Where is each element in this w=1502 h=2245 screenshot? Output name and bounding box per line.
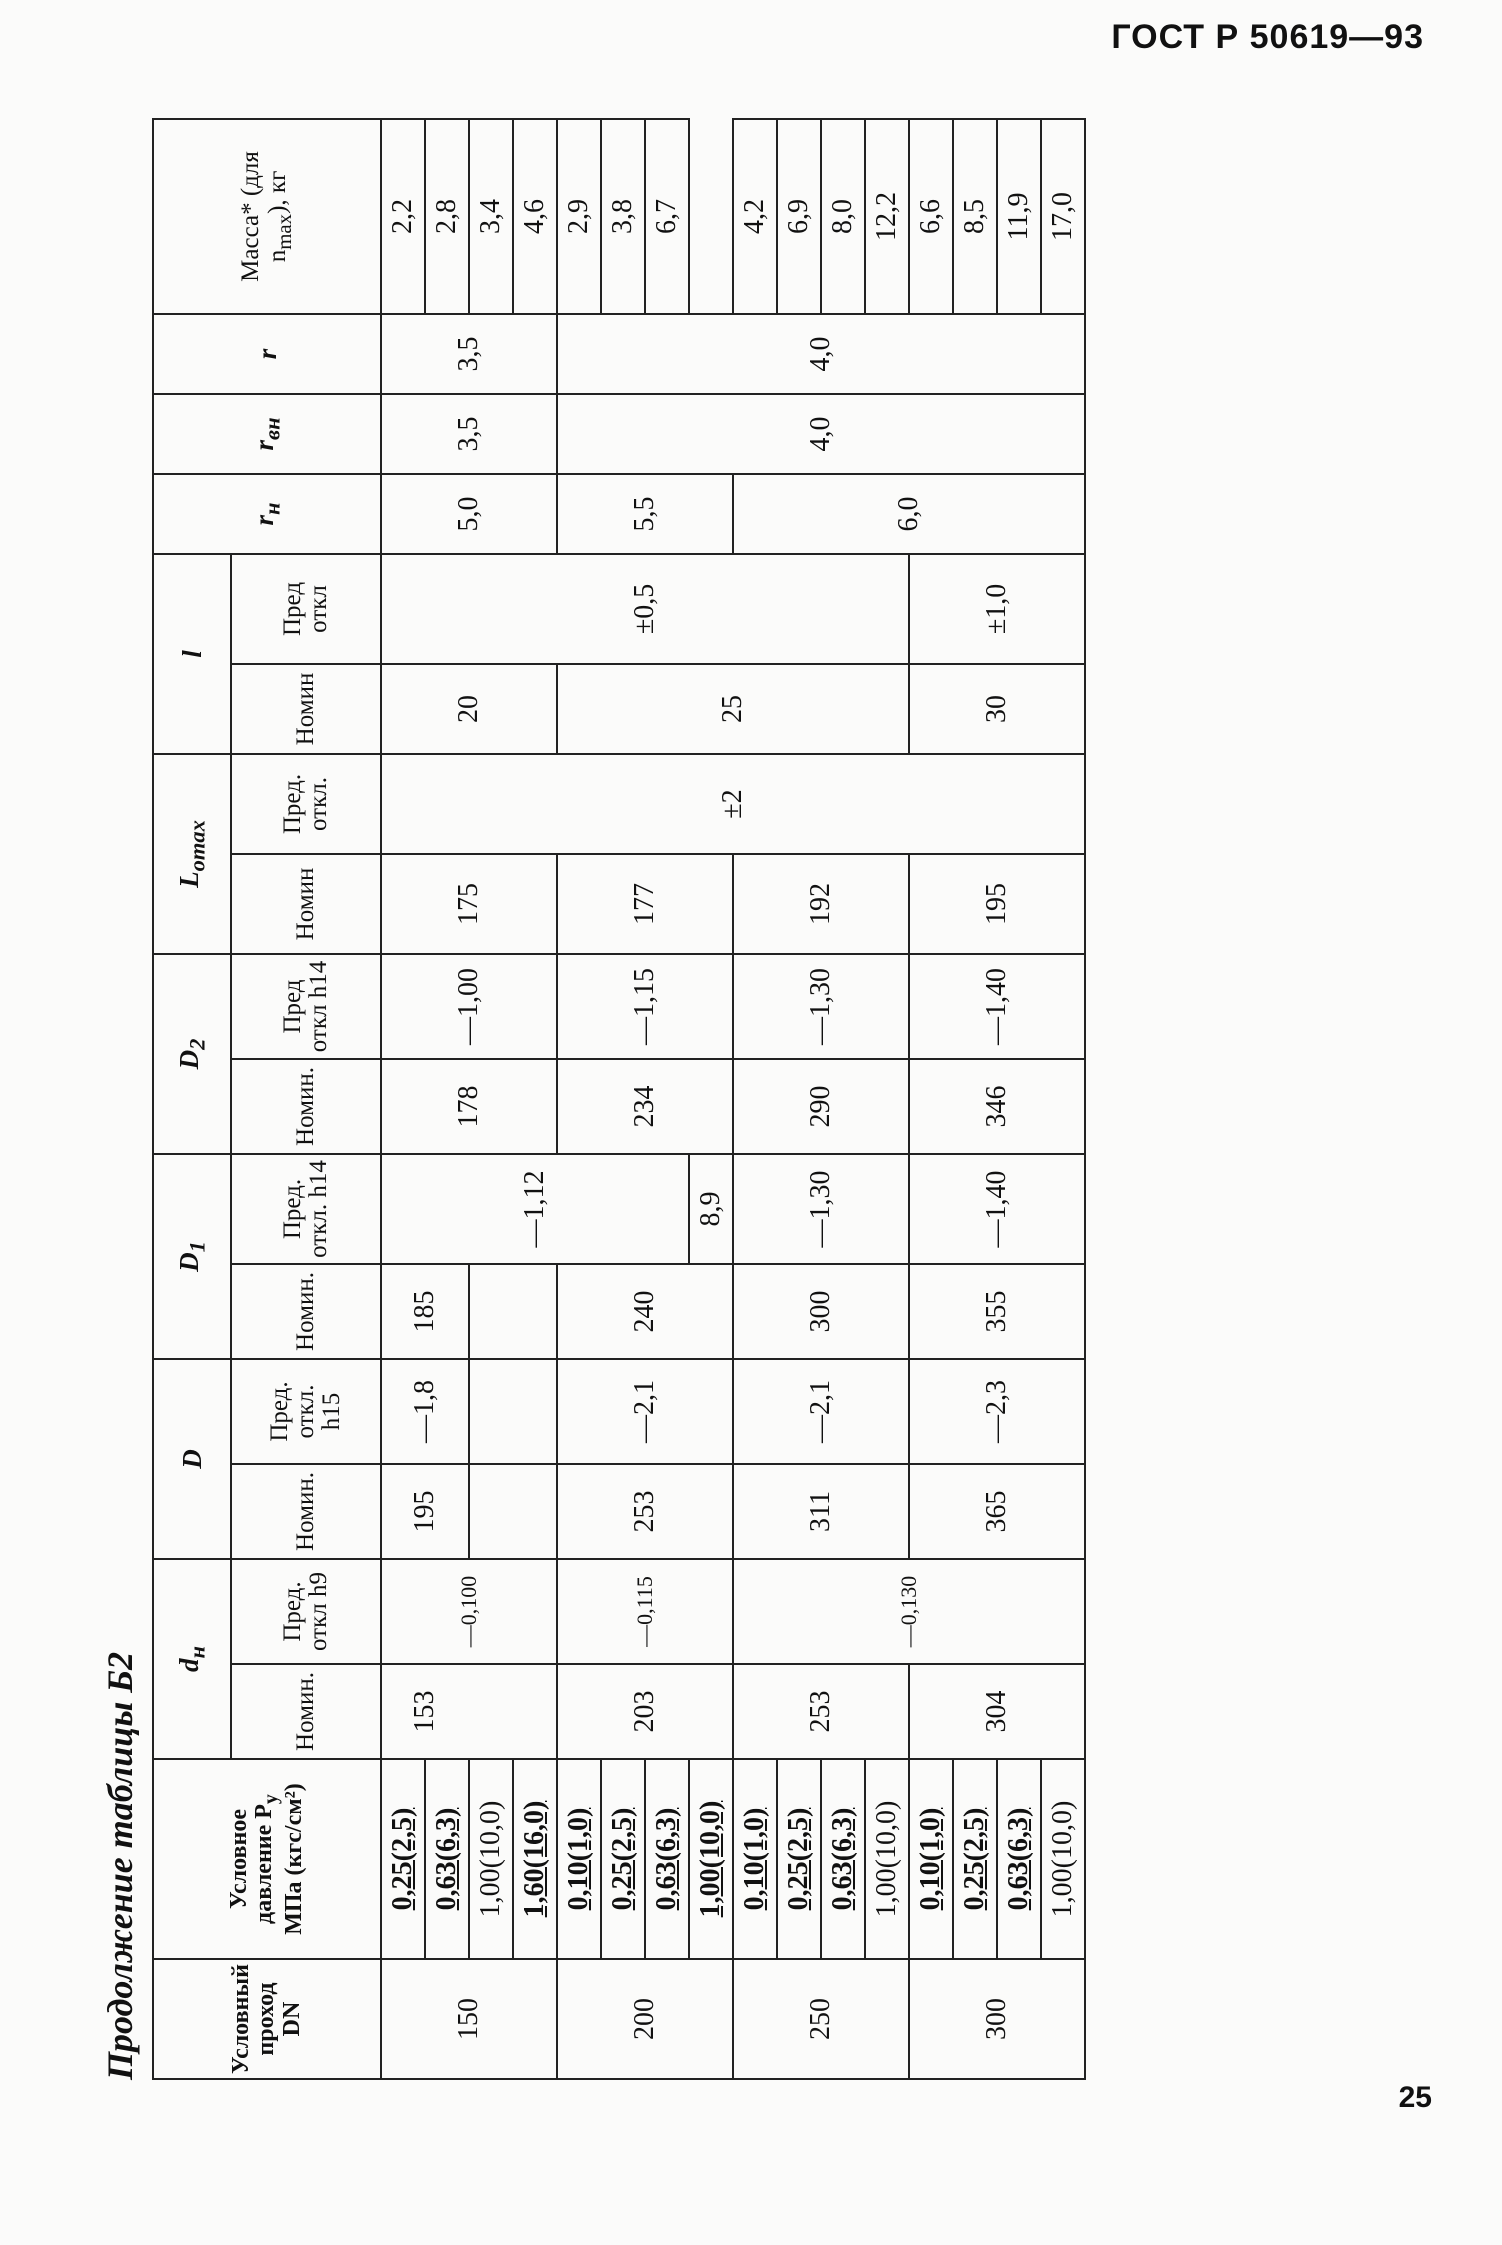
cell-pressure: 1,00(10,0) — [689, 1759, 733, 1959]
cell-pressure: 0,10(1,0) — [733, 1759, 777, 1959]
cell-D2-nom: 178 — [381, 1059, 557, 1154]
cell-pressure: 1,00(10,0) — [469, 1759, 513, 1959]
document-id: ГОСТ Р 50619—93 — [1111, 18, 1424, 56]
header-D1-nom: Номин. — [231, 1264, 381, 1359]
cell-Lo-nom: 175 — [381, 854, 557, 954]
cell-D-nom: 311 — [733, 1464, 909, 1559]
header-D-dev: Пред. откл. h15 — [231, 1359, 381, 1464]
cell-D1-nom: 355 — [909, 1264, 1085, 1359]
cell-dh-nom-empty — [469, 1664, 557, 1759]
cell-dn: 150 — [381, 1959, 557, 2079]
cell-rn: 6,0 — [733, 474, 1085, 554]
header-rvn: $r_{вн}$ — [153, 394, 381, 474]
cell-dh-nom: 253 — [733, 1664, 909, 1759]
cell-D2-dev: —1,40 — [909, 954, 1085, 1059]
cell-pressure: 1,00(10,0) — [1041, 1759, 1085, 1959]
cell-Lo-nom: 195 — [909, 854, 1085, 954]
cell-pressure: 0,63(6,3) — [821, 1759, 865, 1959]
cell-l-dev: ±1,0 — [909, 554, 1085, 664]
header-D2-dev: Пред откл h14 — [231, 954, 381, 1059]
cell-rvn: 3,5 — [381, 394, 557, 474]
cell-mass: 6,9 — [777, 119, 821, 314]
cell-rvn: 4,0 — [557, 394, 1085, 474]
header-D-nom: Номин. — [231, 1464, 381, 1559]
header-l-nom: Номин — [231, 664, 381, 754]
rotated-table-area — [90, 120, 1435, 2080]
cell-r: 4,0 — [557, 314, 1085, 394]
cell-D-nom: 195 — [381, 1464, 469, 1559]
cell-mass: 8,0 — [821, 119, 865, 314]
cell-mass: 4,6 — [513, 119, 557, 314]
cell-mass: 4,2 — [733, 119, 777, 314]
cell-D1-nom: 185 — [381, 1264, 469, 1359]
header-l: l — [153, 554, 231, 754]
cell-pressure: 1,60(16,0) — [513, 1759, 557, 1959]
cell-D-dev: —2,1 — [733, 1359, 909, 1464]
cell-D1-nom-empty — [469, 1264, 557, 1359]
cell-mass: 17,0 — [1041, 119, 1085, 314]
cell-mass: 3,8 — [601, 119, 645, 314]
cell-rn: 5,5 — [557, 474, 733, 554]
cell-dh-nom: 153 — [381, 1664, 469, 1759]
cell-D-nom: 365 — [909, 1464, 1085, 1559]
header-Lo-nom: Номин — [231, 854, 381, 954]
cell-pressure: 0,10(1,0) — [909, 1759, 953, 1959]
header-dh: $d_н$ — [153, 1559, 231, 1759]
cell-D2-dev: —1,15 — [557, 954, 733, 1059]
cell-dh-nom: 304 — [909, 1664, 1085, 1759]
header-Lo: $L_{omax}$ — [153, 754, 231, 954]
cell-l-nom: 20 — [381, 664, 557, 754]
cell-l-dev: ±0,5 — [381, 554, 909, 664]
cell-D1-dev: —1,40 — [909, 1154, 1085, 1264]
cell-D2-nom: 346 — [909, 1059, 1085, 1154]
table-caption: Продолжение таблицы Б2 — [100, 1651, 140, 2080]
header-r: r — [153, 314, 381, 394]
header-dh-nom: Номин. — [231, 1664, 381, 1759]
cell-pressure: 0,63(6,3) — [997, 1759, 1041, 1959]
cell-mass: 3,4 — [469, 119, 513, 314]
cell-D2-nom: 234 — [557, 1059, 733, 1154]
cell-pressure: 0,63(6,3) — [425, 1759, 469, 1959]
cell-D1-dev: —1,30 — [733, 1154, 909, 1264]
header-D2: $D_2$ — [153, 954, 231, 1154]
cell-D2-nom: 290 — [733, 1059, 909, 1154]
header-l-dev: Пред откл — [231, 554, 381, 664]
header-Lo-dev: Пред. откл. — [231, 754, 381, 854]
cell-Lo-nom: 192 — [733, 854, 909, 954]
cell-D-nom: 253 — [557, 1464, 733, 1559]
cell-l-nom: 30 — [909, 664, 1085, 754]
cell-dh-nom: 203 — [557, 1664, 733, 1759]
page-number: 25 — [1398, 2081, 1432, 2114]
cell-dh-dev: —0,100 — [381, 1559, 557, 1664]
cell-l-nom: 25 — [557, 664, 909, 754]
cell-dh-dev: —0,115 — [557, 1559, 733, 1664]
cell-dn: 200 — [557, 1959, 733, 2079]
cell-mass: 2,9 — [557, 119, 601, 314]
cell-pressure: 0,25(2,5) — [601, 1759, 645, 1959]
cell-pressure: 1,00(10,0) — [865, 1759, 909, 1959]
table-row — [557, 119, 601, 2079]
cell-D2-dev: —1,00 — [381, 954, 557, 1059]
cell-pressure: 0,25(2,5) — [777, 1759, 821, 1959]
table-row — [381, 119, 425, 2079]
cell-dn: 250 — [733, 1959, 909, 2079]
cell-mass: 6,7 — [645, 119, 689, 314]
header-dn: Условный проход DN — [153, 1959, 381, 2079]
cell-pressure: 0,63(6,3) — [645, 1759, 689, 1959]
cell-D2-dev: —1,30 — [733, 954, 909, 1059]
header-D2-nom: Номин. — [231, 1059, 381, 1154]
cell-dn: 300 — [909, 1959, 1085, 2079]
cell-rn: 5,0 — [381, 474, 557, 554]
cell-mass: 11,9 — [997, 119, 1041, 314]
cell-mass: 2,2 — [381, 119, 425, 314]
cell-mass: 6,6 — [909, 119, 953, 314]
cell-D-dev: —2,1 — [557, 1359, 733, 1464]
cell-pressure: 0,25(2,5) — [953, 1759, 997, 1959]
header-D: D — [153, 1359, 231, 1559]
header-mass: Масса* (для $n_{max}$), кг — [153, 119, 381, 314]
cell-D-nom-empty — [469, 1464, 557, 1559]
cell-D1-nom: 240 — [557, 1264, 733, 1359]
cell-r: 3,5 — [381, 314, 557, 394]
cell-mass: 8,9 — [689, 1154, 733, 1264]
cell-Lo-dev: ±2 — [381, 754, 1085, 854]
cell-D-dev: —1,8 — [381, 1359, 469, 1464]
cell-pressure: 0,10(1,0) — [557, 1759, 601, 1959]
header-dh-dev: Пред. откл h9 — [231, 1559, 381, 1664]
cell-D1-dev: —1,12 — [381, 1154, 689, 1264]
cell-mass: 2,8 — [425, 119, 469, 314]
cell-D-dev-empty — [469, 1359, 557, 1464]
cell-dh-dev: —0,130 — [733, 1559, 1085, 1664]
cell-pressure: 0,25(2,5) — [381, 1759, 425, 1959]
cell-mass: 12,2 — [865, 119, 909, 314]
cell-mass: 8,5 — [953, 119, 997, 314]
header-D1: $D_1$ — [153, 1154, 231, 1359]
dimensions-table — [152, 118, 1086, 2080]
cell-Lo-nom: 177 — [557, 854, 733, 954]
cell-D-dev: —2,3 — [909, 1359, 1085, 1464]
header-pressure: Условное давление $P_у$ МПа (кгс/см²) — [153, 1759, 381, 1959]
cell-D1-nom: 300 — [733, 1264, 909, 1359]
header-D1-dev: Пред. откл. h14 — [231, 1154, 381, 1264]
header-rn: $r_н$ — [153, 474, 381, 554]
